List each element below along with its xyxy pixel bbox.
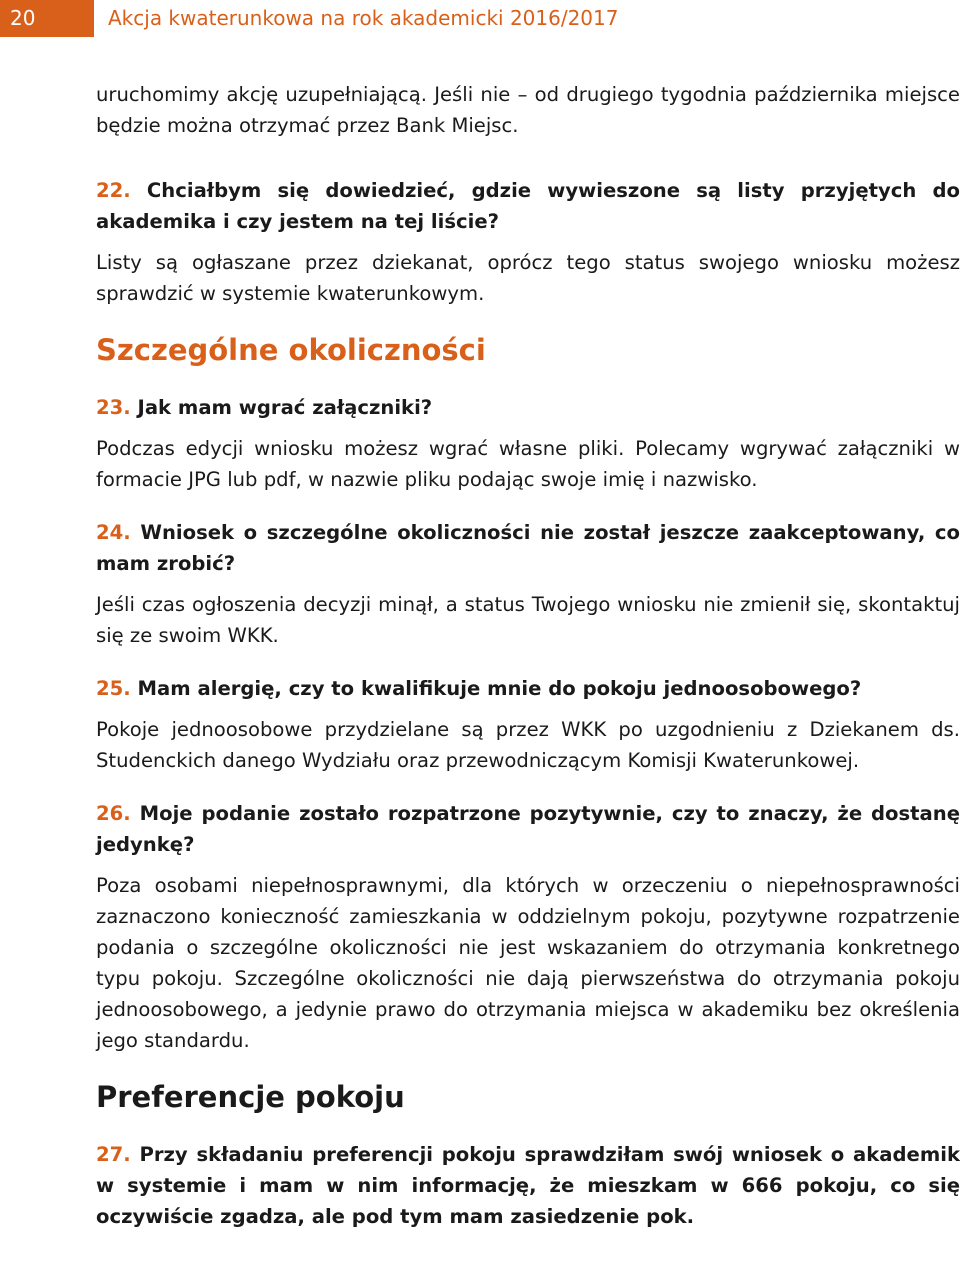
question-23 <box>96 392 960 423</box>
page-number: 20 <box>0 0 94 37</box>
answer-24: Jeśli czas ogłoszenia decyzji minął, a status Twojego wniosku nie zmienił się, skontaktuj się ze swoim WKK. <box>96 593 960 647</box>
question-text: Wniosek o szczególne okoliczności nie został jeszcze zaakceptowany, co mam zrobić? <box>96 521 960 575</box>
answer-25: Pokoje jednoosobowe przydzielane są przez WKK po uzgodnieniu z Dziekanem ds. Studenckich danego Wydziału oraz przewodniczącym Komisji Kwaterunkowej. <box>96 718 960 772</box>
answer-23: Podczas edycji wniosku możesz wgrać własne pliki. Polecamy wgrywać załączniki w formacie JPG lub pdf, w nazwie pliku podając swoje imię i nazwisko. <box>96 437 960 491</box>
question-number: 26. <box>96 802 131 825</box>
question-text: Przy składaniu preferencji pokoju sprawdziłam swój wniosek o akademik w systemie i mam w nim informację, że mieszkam w 666 pokoju, co się oczywiście zgadza, ale pod tym mam zasiedzenie pok. <box>96 1143 960 1228</box>
section-heading-special-circumstances: Szczególne okoliczności <box>96 333 486 367</box>
intro-paragraph: uruchomimy akcję uzupełniającą. Jeśli nie – od drugiego tygodnia października miejsce będzie można otrzymać przez Bank Miejsc. <box>96 83 960 137</box>
document-body <box>96 79 960 1232</box>
question-25 <box>96 673 960 704</box>
section-heading-room-preferences: Preferencje pokoju <box>96 1080 405 1114</box>
question-text: Jak mam wgrać załączniki? <box>137 396 433 419</box>
question-number: 23. <box>96 396 131 419</box>
answer-26: Poza osobami niepełnosprawnymi, dla których w orzeczeniu o niepełnosprawności zaznaczono konieczność zamieszkania w oddzielnym pokoju, pozytywne rozpatrzenie podania o szczególne okoliczności nie jest wskazaniem do otrzymania konkretnego typu pokoju. Szczególne okoliczności nie dają pierwszeństwa do otrzymania pokoju jednoosobowego, a jedynie prawo do otrzymania miejsca w akademiku bez określenia jego standardu. <box>96 874 960 1052</box>
question-number: 25. <box>96 677 131 700</box>
page-header <box>0 0 960 37</box>
question-27 <box>96 1139 960 1232</box>
answer-22: Listy są ogłaszane przez dziekanat, oprócz tego status swojego wniosku możesz sprawdzić w systemie kwaterunkowym. <box>96 251 960 305</box>
running-title: Akcja kwaterunkowa na rok akademicki 2016/2017 <box>108 6 619 30</box>
question-text: Moje podanie zostało rozpatrzone pozytywnie, czy to znaczy, że dostanę jedynkę? <box>96 802 960 856</box>
question-text: Chciałbym się dowiedzieć, gdzie wywieszone są listy przyjętych do akademika i czy jestem na tej liście? <box>96 179 960 233</box>
question-number: 22. <box>96 179 131 202</box>
question-24 <box>96 517 960 579</box>
question-number: 27. <box>96 1143 131 1166</box>
question-26 <box>96 798 960 860</box>
question-22 <box>96 175 960 237</box>
question-number: 24. <box>96 521 131 544</box>
question-text: Mam alergię, czy to kwalifikuje mnie do pokoju jednoosobowego? <box>137 677 862 700</box>
